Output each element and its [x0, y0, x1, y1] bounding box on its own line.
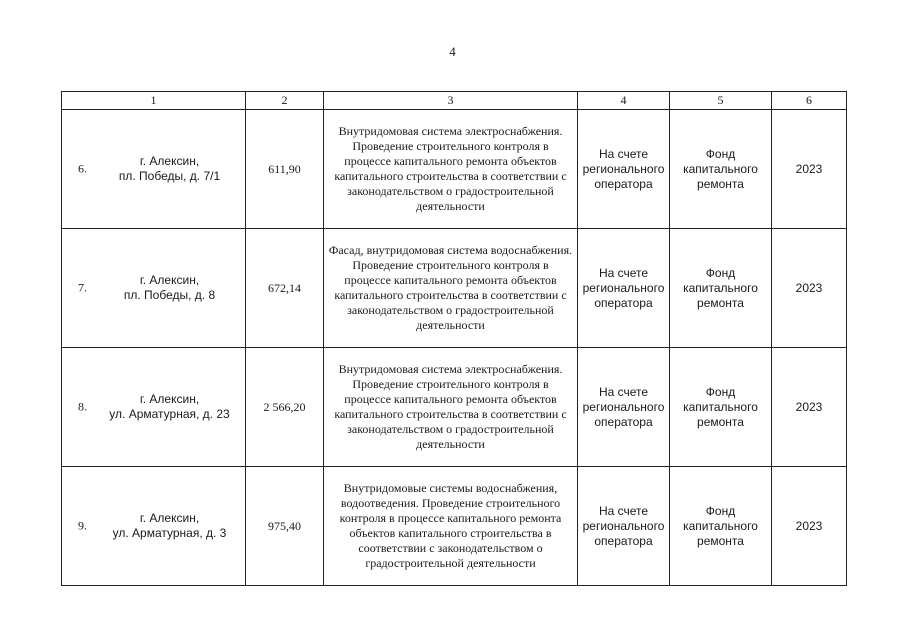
area-cell: 975,40 [246, 467, 324, 586]
account-method-cell: На счете регионального оператора [578, 229, 670, 348]
table-row [62, 467, 847, 586]
address-city: г. Алексин, [139, 392, 200, 406]
account-method-cell: На счете регионального оператора [578, 467, 670, 586]
header-row [62, 92, 847, 110]
account-method-cell: На счете регионального оператора [578, 110, 670, 229]
column-header-1: 1 [62, 92, 246, 110]
address-city: г. Алексин, [139, 154, 200, 168]
year-cell: 2023 [772, 229, 847, 348]
row-number: 9. [78, 518, 87, 533]
work-description-cell: Фасад, внутридомовая система водоснабжения. Проведение строительного контроля в процессе капитального ремонта объектов капитального строительства в соответствии с законодательством о градостроительной деятельности [324, 229, 578, 348]
column-header-2: 2 [246, 92, 324, 110]
address-city: г. Алексин, [139, 273, 200, 287]
address-street: пл. Победы, д. 8 [123, 288, 216, 302]
repair-table [61, 91, 847, 586]
address-cell [62, 467, 246, 586]
area-cell: 611,90 [246, 110, 324, 229]
address-cell [62, 110, 246, 229]
work-description-cell: Внутридомовая система электроснабжения. Проведение строительного контроля в процессе капитального ремонта объектов капитального строительства в соответствии с законодательством о градостроительной деятельности [324, 110, 578, 229]
work-description-cell: Внутридомовая система электроснабжения. Проведение строительного контроля в процессе капитального ремонта объектов капитального строительства в соответствии с законодательством о градостроительной деятельности [324, 348, 578, 467]
column-header-3: 3 [324, 92, 578, 110]
address-street: ул. Арматурная, д. 23 [109, 407, 230, 421]
funding-source-cell: Фонд капитального ремонта [670, 110, 772, 229]
address-cell [62, 229, 246, 348]
row-number: 6. [78, 161, 87, 176]
funding-source-cell: Фонд капитального ремонта [670, 229, 772, 348]
row-number: 8. [78, 399, 87, 414]
page-number: 4 [449, 44, 456, 59]
column-header-5: 5 [670, 92, 772, 110]
address-city: г. Алексин, [139, 511, 200, 525]
funding-source-cell: Фонд капитального ремонта [670, 348, 772, 467]
year-cell: 2023 [772, 110, 847, 229]
year-cell: 2023 [772, 467, 847, 586]
table-row [62, 229, 847, 348]
address-street: пл. Победы, д. 7/1 [118, 169, 221, 183]
address-street: ул. Арматурная, д. 3 [112, 526, 227, 540]
row-number: 7. [78, 280, 87, 295]
area-cell: 2 566,20 [246, 348, 324, 467]
table-row [62, 348, 847, 467]
area-cell: 672,14 [246, 229, 324, 348]
column-header-4: 4 [578, 92, 670, 110]
year-cell: 2023 [772, 348, 847, 467]
work-description-cell: Внутридомовые системы водоснабжения, водоотведения. Проведение строительного контроля в процессе капитального ремонта объектов капитального строительства в соответствии с законодательством о градостроительной деятельности [324, 467, 578, 586]
funding-source-cell: Фонд капитального ремонта [670, 467, 772, 586]
table-row [62, 110, 847, 229]
column-header-6: 6 [772, 92, 847, 110]
address-cell [62, 348, 246, 467]
account-method-cell: На счете регионального оператора [578, 348, 670, 467]
